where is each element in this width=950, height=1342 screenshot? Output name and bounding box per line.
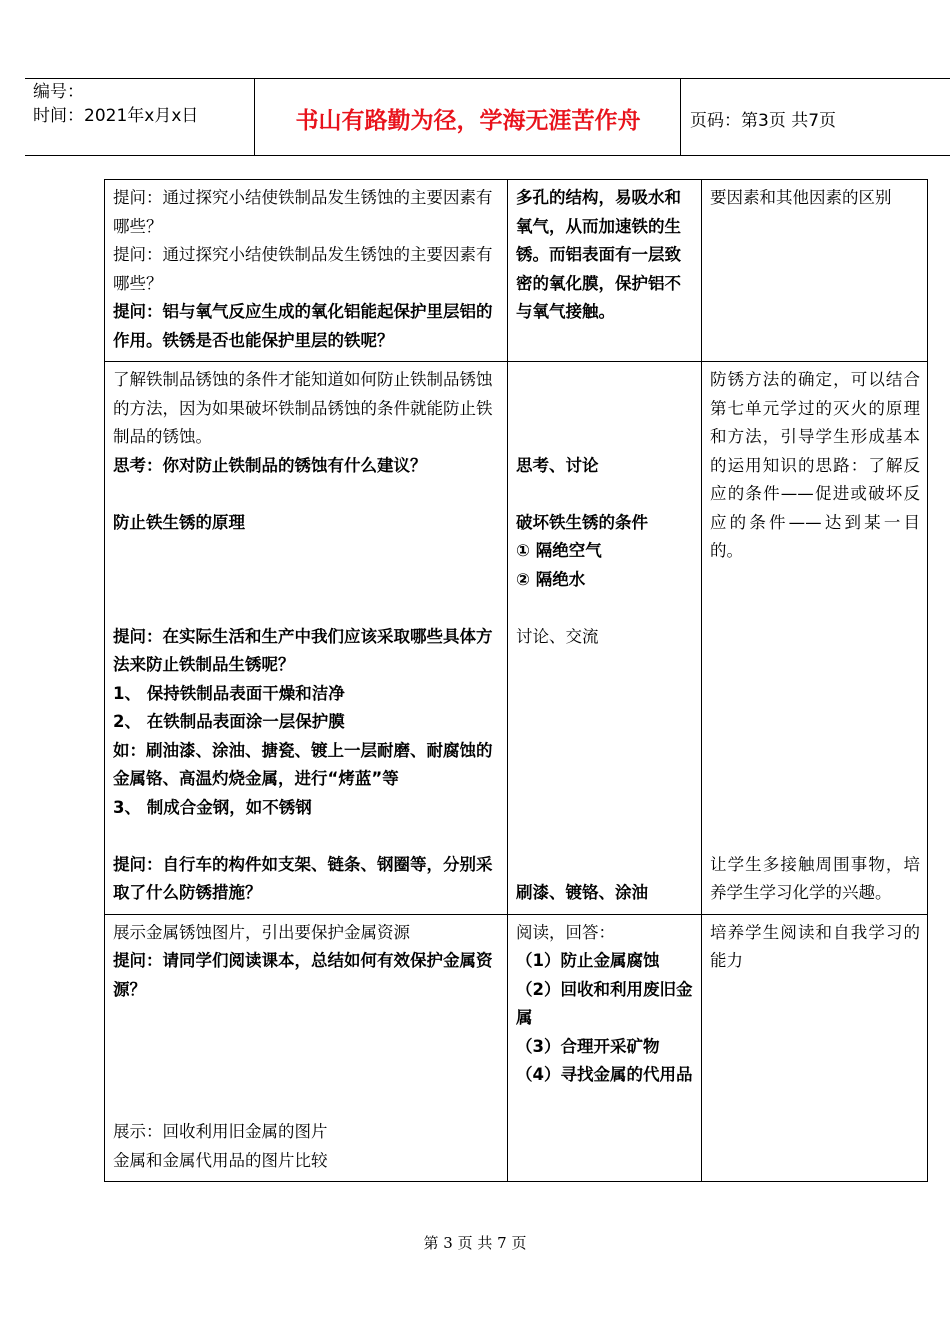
intent-paragraph bbox=[710, 765, 920, 794]
teacher-paragraph bbox=[113, 1061, 500, 1090]
table-row bbox=[105, 914, 928, 1182]
student-cell bbox=[508, 180, 702, 362]
teacher-paragraph: 了解铁制品锈蚀的条件才能知道如何防止铁制品锈蚀的方法，因为如果破坏铁制品锈蚀的条件就能防止铁制品的锈蚀。 bbox=[113, 370, 493, 446]
intent-cell bbox=[702, 914, 928, 1182]
teacher-paragraph bbox=[113, 566, 500, 595]
intent-paragraph: 要因素和其他因素的区别 bbox=[710, 188, 892, 207]
intent-paragraph: 培养学生阅读和自我学习的能力 bbox=[710, 922, 920, 970]
intent-paragraph bbox=[710, 822, 920, 851]
teacher-paragraph bbox=[113, 1033, 500, 1062]
student-paragraph: 思考、讨论 bbox=[516, 455, 599, 475]
student-paragraph bbox=[516, 851, 694, 880]
student-paragraph: 破坏铁生锈的条件 bbox=[516, 512, 648, 532]
intent-cell bbox=[702, 180, 928, 362]
student-paragraph bbox=[516, 822, 694, 851]
teacher-paragraph bbox=[113, 822, 500, 851]
time-label: 时间：2021年x月x日 bbox=[33, 106, 199, 126]
intent-cell bbox=[702, 362, 928, 915]
student-paragraph bbox=[516, 737, 694, 766]
header-divider bbox=[254, 78, 255, 156]
intent-paragraph bbox=[710, 623, 920, 652]
student-paragraph: ① 隔绝空气 bbox=[516, 541, 602, 560]
teacher-paragraph bbox=[113, 537, 500, 566]
student-paragraph: （2）回收和利用废旧金属 bbox=[516, 979, 693, 1027]
motto: 书山有路勤为径，学海无涯苦作舟 bbox=[295, 108, 641, 134]
header-divider bbox=[680, 78, 681, 156]
table-row bbox=[105, 180, 928, 362]
teacher-paragraph: 1、 保持铁制品表面干燥和洁净 bbox=[113, 683, 345, 703]
header-top-rule bbox=[25, 78, 950, 79]
intent-paragraph bbox=[710, 680, 920, 709]
header-meta bbox=[33, 80, 198, 128]
teacher-paragraph bbox=[113, 1004, 500, 1033]
student-paragraph bbox=[516, 765, 694, 794]
student-paragraph: 阅读，回答： bbox=[516, 922, 615, 942]
student-paragraph bbox=[516, 480, 694, 509]
teacher-paragraph: 提问：在实际生活和生产中我们应该采取哪些具体方法来防止铁制品生锈呢？ bbox=[113, 626, 493, 674]
intent-paragraph bbox=[710, 651, 920, 680]
page-footer: 第 3 页 共 7 页 bbox=[423, 1234, 527, 1252]
student-cell bbox=[508, 914, 702, 1182]
student-paragraph: 刷漆、镀铬、涂油 bbox=[516, 883, 648, 902]
student-cell bbox=[508, 362, 702, 915]
intent-paragraph bbox=[710, 594, 920, 623]
teacher-paragraph bbox=[113, 1090, 500, 1119]
teacher-paragraph bbox=[113, 480, 500, 509]
page-info: 页码：第3页 共7页 bbox=[690, 111, 837, 131]
intent-paragraph: 防锈方法的确定，可以结合第七单元学过的灭火的原理和方法，引导学生形成基本的运用知识的思路：了解反应的条件——促进或破坏反应的条件——达到某一目的。 bbox=[710, 370, 920, 560]
teacher-paragraph: 3、 制成合金钢，如不锈钢 bbox=[113, 797, 312, 817]
teacher-paragraph: 2、 在铁制品表面涂一层保护膜 bbox=[113, 712, 345, 731]
intent-paragraph bbox=[710, 566, 920, 595]
student-paragraph bbox=[516, 594, 694, 623]
header-bottom-rule bbox=[25, 155, 950, 156]
intent-paragraph bbox=[710, 794, 920, 823]
lesson-table bbox=[104, 179, 928, 1182]
table-row bbox=[105, 362, 928, 915]
teacher-paragraph: 提问：通过探究小结使铁制品发生锈蚀的主要因素有哪些？ bbox=[113, 188, 493, 236]
student-paragraph: （1）防止金属腐蚀 bbox=[516, 951, 660, 970]
teacher-paragraph: 提问：自行车的构件如支架、链条、钢圈等，分别采取了什么防锈措施？ bbox=[113, 854, 493, 902]
intent-paragraph bbox=[710, 737, 920, 766]
student-paragraph: 讨论、交流 bbox=[516, 626, 599, 646]
intent-paragraph: 让学生多接触周围事物，培养学生学习化学的兴趣。 bbox=[710, 854, 920, 902]
teacher-paragraph: 提问：通过探究小结使铁制品发生锈蚀的主要因素有哪些？ bbox=[113, 245, 493, 293]
student-paragraph bbox=[516, 680, 694, 709]
teacher-cell bbox=[105, 914, 508, 1182]
student-paragraph: （4）寻找金属的代用品 bbox=[516, 1065, 693, 1084]
student-paragraph bbox=[516, 708, 694, 737]
student-paragraph: （3）合理开采矿物 bbox=[516, 1036, 660, 1056]
teacher-cell bbox=[105, 362, 508, 915]
student-paragraph: ② 隔绝水 bbox=[516, 569, 586, 589]
student-paragraph: 多孔的结构，易吸水和氧气，从而加速铁的生锈。而铝表面有一层致密的氧化膜，保护铝不与氧气接触。 bbox=[516, 188, 681, 321]
number-label: 编号： bbox=[33, 82, 84, 102]
teacher-paragraph: 提问：请同学们阅读课本，总结如何有效保护金属资源？ bbox=[113, 951, 493, 999]
teacher-paragraph: 金属和金属代用品的图片比较 bbox=[113, 1150, 328, 1170]
teacher-paragraph: 提问：铝与氧气反应生成的氧化铝能起保护里层铝的作用。铁锈是否也能保护里层的铁呢？ bbox=[113, 302, 493, 350]
student-paragraph bbox=[516, 395, 694, 424]
teacher-paragraph bbox=[113, 594, 500, 623]
teacher-paragraph: 展示金属锈蚀图片，引出要保护金属资源 bbox=[113, 922, 410, 942]
teacher-paragraph: 如：刷油漆、涂油、搪瓷、镀上一层耐磨、耐腐蚀的金属铬、高温灼烧金属，进行“烤蓝”等 bbox=[113, 740, 493, 788]
page-header bbox=[0, 78, 950, 156]
teacher-paragraph: 思考：你对防止铁制品的锈蚀有什么建议？ bbox=[113, 455, 427, 475]
student-paragraph bbox=[516, 651, 694, 680]
student-paragraph bbox=[516, 794, 694, 823]
teacher-paragraph: 展示：回收利用旧金属的图片 bbox=[113, 1122, 328, 1141]
teacher-paragraph: 防止铁生锈的原理 bbox=[113, 512, 245, 532]
teacher-cell bbox=[105, 180, 508, 362]
intent-paragraph bbox=[710, 708, 920, 737]
student-paragraph bbox=[516, 366, 694, 395]
student-paragraph bbox=[516, 423, 694, 452]
